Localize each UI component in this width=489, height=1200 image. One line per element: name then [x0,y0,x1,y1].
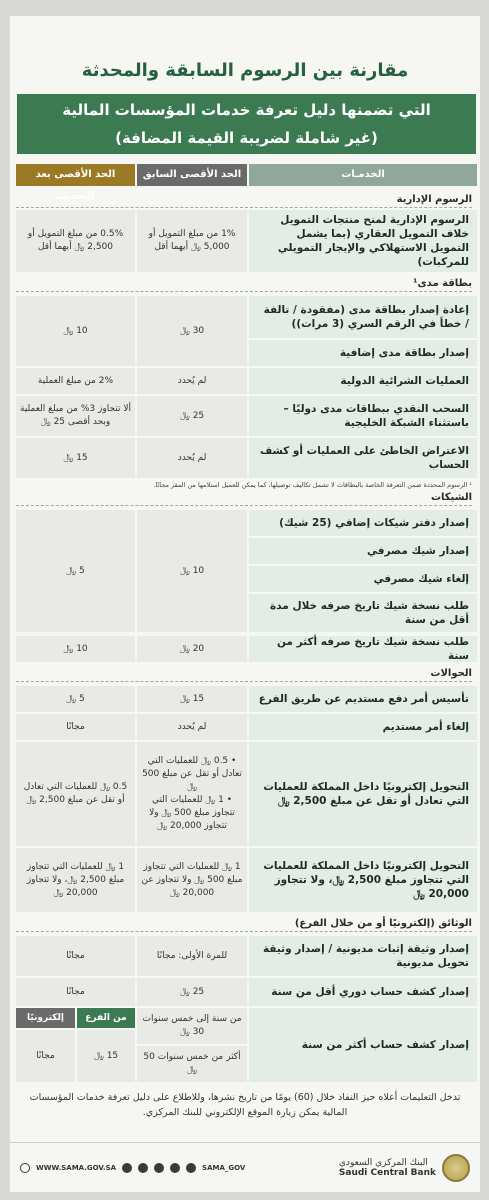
prev-standing-order-cancel: لم يُحدد [137,714,247,740]
new-statement-online: مجانًا [16,1030,75,1082]
new-mada-dispute: 15 ﷼ [16,438,135,478]
prev-mada-dispute: لم يُحدد [137,438,247,478]
column-header-updated: الحد الأقصى بعد التحديث [16,164,135,186]
bank-name-ar: البنك المركزي السعودي [338,1157,428,1168]
subtitle-line-2: (غير شاملة لضريبة القيمة المضافة) [115,129,378,147]
social-links [20,1163,245,1173]
new-transfer-over-2500: 1 ﷼ للعمليات التي تتجاوز مبلغ 2,500 ﷼، ولا تتجاوز 20,000 ﷼ [16,848,135,912]
prev-mada-intl-purchase: لم يُحدد [137,368,247,394]
new-standing-order-cancel: مجانًا [16,714,135,740]
service-admin-financing: الرسوم الإدارية لمنح منتجات التمويل خلاف التمويل العقاري (بما يشمل التمويل الاستهلاكي والإيجار التمويلي للمركبات) [249,210,477,272]
new-statement-branch: 15 ﷼ [77,1030,135,1082]
prev-statement-over-5-years: أكثر من خمس سنوات 50 ﷼ [137,1046,247,1082]
prev-transfer-tier-1: • 0.5 ﷼ للعمليات التي تعادل أو تقل عن مبلغ 500 ﷼ [142,756,242,792]
prev-transfer-up-to-2500 [137,742,247,846]
new-admin-financing: 0.5% من مبلغ التمويل أو 2,500 ﷼ أيهما أقل [16,210,135,272]
column-header-previous: الحد الأقصى السابق [137,164,247,186]
new-cheque-copy-over-year: 10 ﷼ [16,636,135,662]
service-cheque-book: إصدار دفتر شيكات إضافي (25 شيك) [249,510,477,536]
new-transfer-up-to-2500: 0.5 ﷼ للعمليات التي تعادل أو تقل عن مبلغ 2,500 ﷼ [16,742,135,846]
youtube-icon[interactable] [170,1163,180,1173]
label-online: إلكترونيًا [16,1008,75,1028]
service-mada-intl-withdrawal: السحب النقدي ببطاقات مدى دوليًا – باستثناء الشبكة الخليجية [249,396,477,436]
service-mada-intl-purchase: العمليات الشرائية الدولية [249,368,477,394]
service-mada-reissue: إعادة إصدار بطاقة مدى (مفقودة / تالفة / خطأ في الرقم السري (3 مرات)) [249,296,477,338]
service-standing-order-setup: تأسيس أمر دفع مستديم عن طريق الفرع [249,686,477,712]
bank-name-en: Saudi Central Bank [338,1167,436,1178]
section-mada-card: بطاقة مدى¹ [16,278,472,292]
section-cheques: الشيكات [16,492,472,506]
social-handle[interactable]: SAMA_GOV [202,1163,246,1172]
service-transfer-over-2500: التحويل إلكترونيًا داخل المملكة للعمليات التي تتجاوز مبلغ 2,500 ﷼، ولا تتجاوز 20,000 ﷼ [249,848,477,912]
service-cheque-issue: إصدار شيك مصرفي [249,538,477,564]
service-statement-over-year: إصدار كشف حساب أكثر من سنة [249,1008,477,1082]
service-mada-dispute: الاعتراض الخاطئ على العمليات أو كشف الحساب [249,438,477,478]
label-branch: من الفرع [77,1008,135,1028]
sama-seal-icon [442,1154,470,1182]
x-icon[interactable] [138,1163,148,1173]
service-transfer-up-to-2500: التحويل إلكترونيًا داخل المملكة للعمليات التي تعادل أو تقل عن مبلغ 2,500 ﷼ [249,742,477,846]
prev-statement-under-year: 25 ﷼ [137,978,247,1006]
effective-date-note: تدخل التعليمات أعلاه حيز النفاذ خلال (60) يومًا من تاريخ نشرها، وللاطلاع على دليل تعرفة خدمات المؤسسات المالية يمكن زيارة الموقع الإلكتروني للبنك المركزي. [29,1092,461,1118]
subtitle-line-1: التي تضمنها دليل تعرفة خدمات المؤسسات المالية [62,101,431,119]
section-transfers: الحوالات [16,668,472,682]
prev-mada-reissue: 30 ﷼ [137,296,247,366]
service-standing-order-cancel: إلغاء أمر مستديم [249,714,477,740]
service-cheque-cancel: إلغاء شيك مصرفي [249,566,477,592]
section-admin-fees: الرسوم الإدارية [16,194,472,208]
tariff-sheet [10,16,480,1192]
instagram-icon[interactable] [154,1163,164,1173]
linkedin-icon[interactable] [122,1163,132,1173]
prev-standing-order-setup: 15 ﷼ [137,686,247,712]
sama-brand [339,1154,470,1182]
prev-debt-certificate: للمرة الأولى: مجانًا [137,936,247,976]
facebook-icon[interactable] [186,1163,196,1173]
new-standing-order-setup: 5 ﷼ [16,686,135,712]
new-debt-certificate: مجانًا [16,936,135,976]
globe-icon [20,1163,30,1173]
section-documents: الوثائق (إلكترونيًا أو من خلال الفرع) [16,918,472,932]
prev-mada-intl-withdrawal: 25 ﷼ [137,396,247,436]
prev-statement-1-to-5-years: من سنة إلى خمس سنوات 30 ﷼ [137,1008,247,1044]
new-mada-intl-withdrawal: ألا تتجاوز 3% من مبلغ العملية وبحد أقصى 25 ﷼ [16,396,135,436]
new-mada-reissue: 10 ﷼ [16,296,135,366]
prev-cheque-copy-over-year: 20 ﷼ [137,636,247,662]
service-debt-certificate: إصدار وثيقة إثبات مديونية / إصدار وثيقة تحويل مديونية [249,936,477,976]
service-cheque-copy-over-year: طلب نسخة شيك تاريخ صرفه أكثر من سنة [249,636,477,662]
prev-transfer-over-2500: 1 ﷼ للعمليات التي تتجاوز مبلغ 500 ﷼ ولا تتجاوز عن 20,000 ﷼ [137,848,247,912]
new-cheques: 5 ﷼ [16,510,135,632]
service-cheque-copy-under-year: طلب نسخة شيك تاريخ صرفه خلال مدة أقل من سنة [249,594,477,632]
mada-footnote: ¹ الرسوم المحددة ضمن التعرفة الخاصة بالبطاقات لا تشمل تكاليف توصيلها، كما يمكن للعميل استلامها من المقر مجانًا. [153,481,472,489]
service-statement-under-year: إصدار كشف حساب دوري أقل من سنة [249,978,477,1006]
prev-transfer-tier-2: • 1 ﷼ للعمليات التي تتجاوز مبلغ 500 ﷼ ولا تتجاوز 20,000 ﷼ [149,795,235,831]
service-mada-additional: إصدار بطاقة مدى إضافية [249,340,477,366]
subtitle-banner [17,94,476,154]
prev-admin-financing: 1% من مبلغ التمويل أو 5,000 ﷼ أيهما أقل [137,210,247,272]
new-statement-under-year: مجانًا [16,978,135,1006]
footer [10,1142,480,1192]
column-header-services: الخدمـات [249,164,477,186]
website-link[interactable]: WWW.SAMA.GOV.SA [36,1163,117,1172]
new-mada-intl-purchase: 2% من مبلغ العملية [16,368,135,394]
prev-cheques: 10 ﷼ [137,510,247,632]
page-title: مقارنة بين الرسوم السابقة والمحدثة [81,60,409,81]
